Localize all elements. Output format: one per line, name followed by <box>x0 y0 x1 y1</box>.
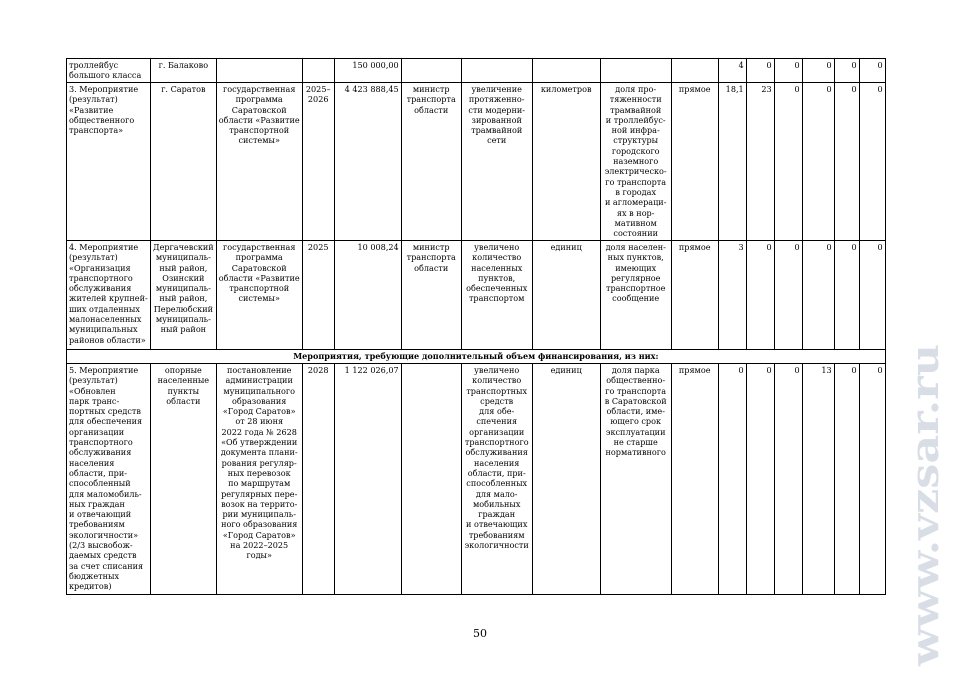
cell-value: 0 <box>746 241 774 350</box>
cell-document: государственная программа Саратовской области «Развитие транспортной системы» <box>216 83 302 241</box>
cell-value: 0 <box>859 59 885 83</box>
cell-unit: километров <box>532 83 600 241</box>
section-header-row <box>67 350 886 364</box>
cell-result: увеличено количество транспортных средств для обе- спечения организации транспортного обслуживания населения области, при- способленных для мало- мобильных граждан и отвечающих требованиям экологичности <box>461 364 532 595</box>
cell-value: 0 <box>746 364 774 595</box>
cell-value: 0 <box>774 59 802 83</box>
cell-value: 3 <box>718 241 746 350</box>
cell-territory: опорные населенные пункты области <box>151 364 217 595</box>
cell-value: 0 <box>802 59 834 83</box>
table-row <box>67 241 886 350</box>
cell-indicator: доля про- тяженности трамвайной и троллейбус- ной инфра- структуры городского наземного электрическо- го транспорта в городах и агломераци- ях в нор- мативном состоянии <box>600 83 671 241</box>
cell-territory: Дергачевский муниципаль- ный район, Озинский муниципаль- ный район, Перелюбский муниципаль- ный район <box>151 241 217 350</box>
cell-effect <box>671 59 718 83</box>
cell-measure: 3. Мероприятие (результат) «Развитие общественного транспорта» <box>67 83 151 241</box>
cell-document: постановление администрации муниципального образования «Город Саратов» от 28 июня 2022 года № 2628 «Об утверждении документа плани- рования регуляр- ных перевозок по маршрутам регулярных пере- возок на террито- рии муниципаль- ного образования «Город Саратов» на 2022–2025 годы» <box>216 364 302 595</box>
cell-value: 0 <box>774 241 802 350</box>
cell-value: 0 <box>834 241 859 350</box>
cell-document: государственная программа Саратовской области «Развитие транспортной системы» <box>216 241 302 350</box>
cell-value: 0 <box>834 59 859 83</box>
cell-period: 2028 <box>302 364 334 595</box>
cell-value: 0 <box>859 241 885 350</box>
cell-effect: прямое <box>671 364 718 595</box>
cell-measure: 4. Мероприятие (результат) «Организация транспортного обслуживания жителей крупней- ших отдаленных малонаселенных муниципальных районов области» <box>67 241 151 350</box>
watermark-text: www.vzsar.ru <box>902 391 947 666</box>
cell-result: увеличение протяженно- сти модерни- зированной трамвайной сети <box>461 83 532 241</box>
cell-measure: троллейбус большого класса <box>67 59 151 83</box>
cell-effect: прямое <box>671 83 718 241</box>
cell-value: 0 <box>834 364 859 595</box>
cell-value: 0 <box>859 364 885 595</box>
cell-value: 0 <box>834 83 859 241</box>
cell-period: 2025 <box>302 241 334 350</box>
cell-responsible <box>401 364 461 595</box>
page-number: 50 <box>473 627 487 640</box>
cell-effect: прямое <box>671 241 718 350</box>
cell-amount: 150 000,00 <box>334 59 401 83</box>
cell-document <box>216 59 302 83</box>
cell-result: увеличено количество населенных пунктов, обеспеченных транспортом <box>461 241 532 350</box>
cell-amount: 1 122 026,07 <box>334 364 401 595</box>
cell-value: 4 <box>718 59 746 83</box>
cell-result <box>461 59 532 83</box>
watermark <box>902 340 952 670</box>
cell-value: 23 <box>746 83 774 241</box>
cell-territory: г. Балаково <box>151 59 217 83</box>
cell-indicator <box>600 59 671 83</box>
cell-indicator: доля парка общественно- го транспорта в Саратовской области, име- ющего срок эксплуатации не старше нормативного <box>600 364 671 595</box>
cell-responsible: министр транспорта области <box>401 83 461 241</box>
cell-unit <box>532 59 600 83</box>
cell-responsible <box>401 59 461 83</box>
cell-value: 0 <box>774 83 802 241</box>
cell-unit: единиц <box>532 364 600 595</box>
cell-value: 13 <box>802 364 834 595</box>
table-row <box>67 59 886 83</box>
table-row <box>67 83 886 241</box>
cell-measure: 5. Мероприятие (результат) «Обновлен парк транс- портных средств для обеспечения организации транспортного обслуживания населения области, при- способленный для маломобиль- ных граждан и отвечающий требованиям экологичности» (2/3 высвобож- даемых средств за счет списания бюджетных кредитов) <box>67 364 151 595</box>
cell-amount: 4 423 888,45 <box>334 83 401 241</box>
cell-unit: единиц <box>532 241 600 350</box>
cell-amount: 10 008,24 <box>334 241 401 350</box>
cell-value: 0 <box>802 83 834 241</box>
section-title: Мероприятия, требующие дополнительный объем финансирования, из них: <box>67 350 886 364</box>
measures-table <box>66 58 886 595</box>
cell-period <box>302 59 334 83</box>
cell-territory: г. Саратов <box>151 83 217 241</box>
cell-period: 2025– 2026 <box>302 83 334 241</box>
cell-responsible: министр транспорта области <box>401 241 461 350</box>
cell-value: 0 <box>718 364 746 595</box>
cell-value: 0 <box>774 364 802 595</box>
table-row <box>67 364 886 595</box>
cell-indicator: доля населен- ных пунктов, имеющих регулярное транспортное сообщение <box>600 241 671 350</box>
cell-value: 18,1 <box>718 83 746 241</box>
cell-value: 0 <box>859 83 885 241</box>
cell-value: 0 <box>746 59 774 83</box>
cell-value: 0 <box>802 241 834 350</box>
